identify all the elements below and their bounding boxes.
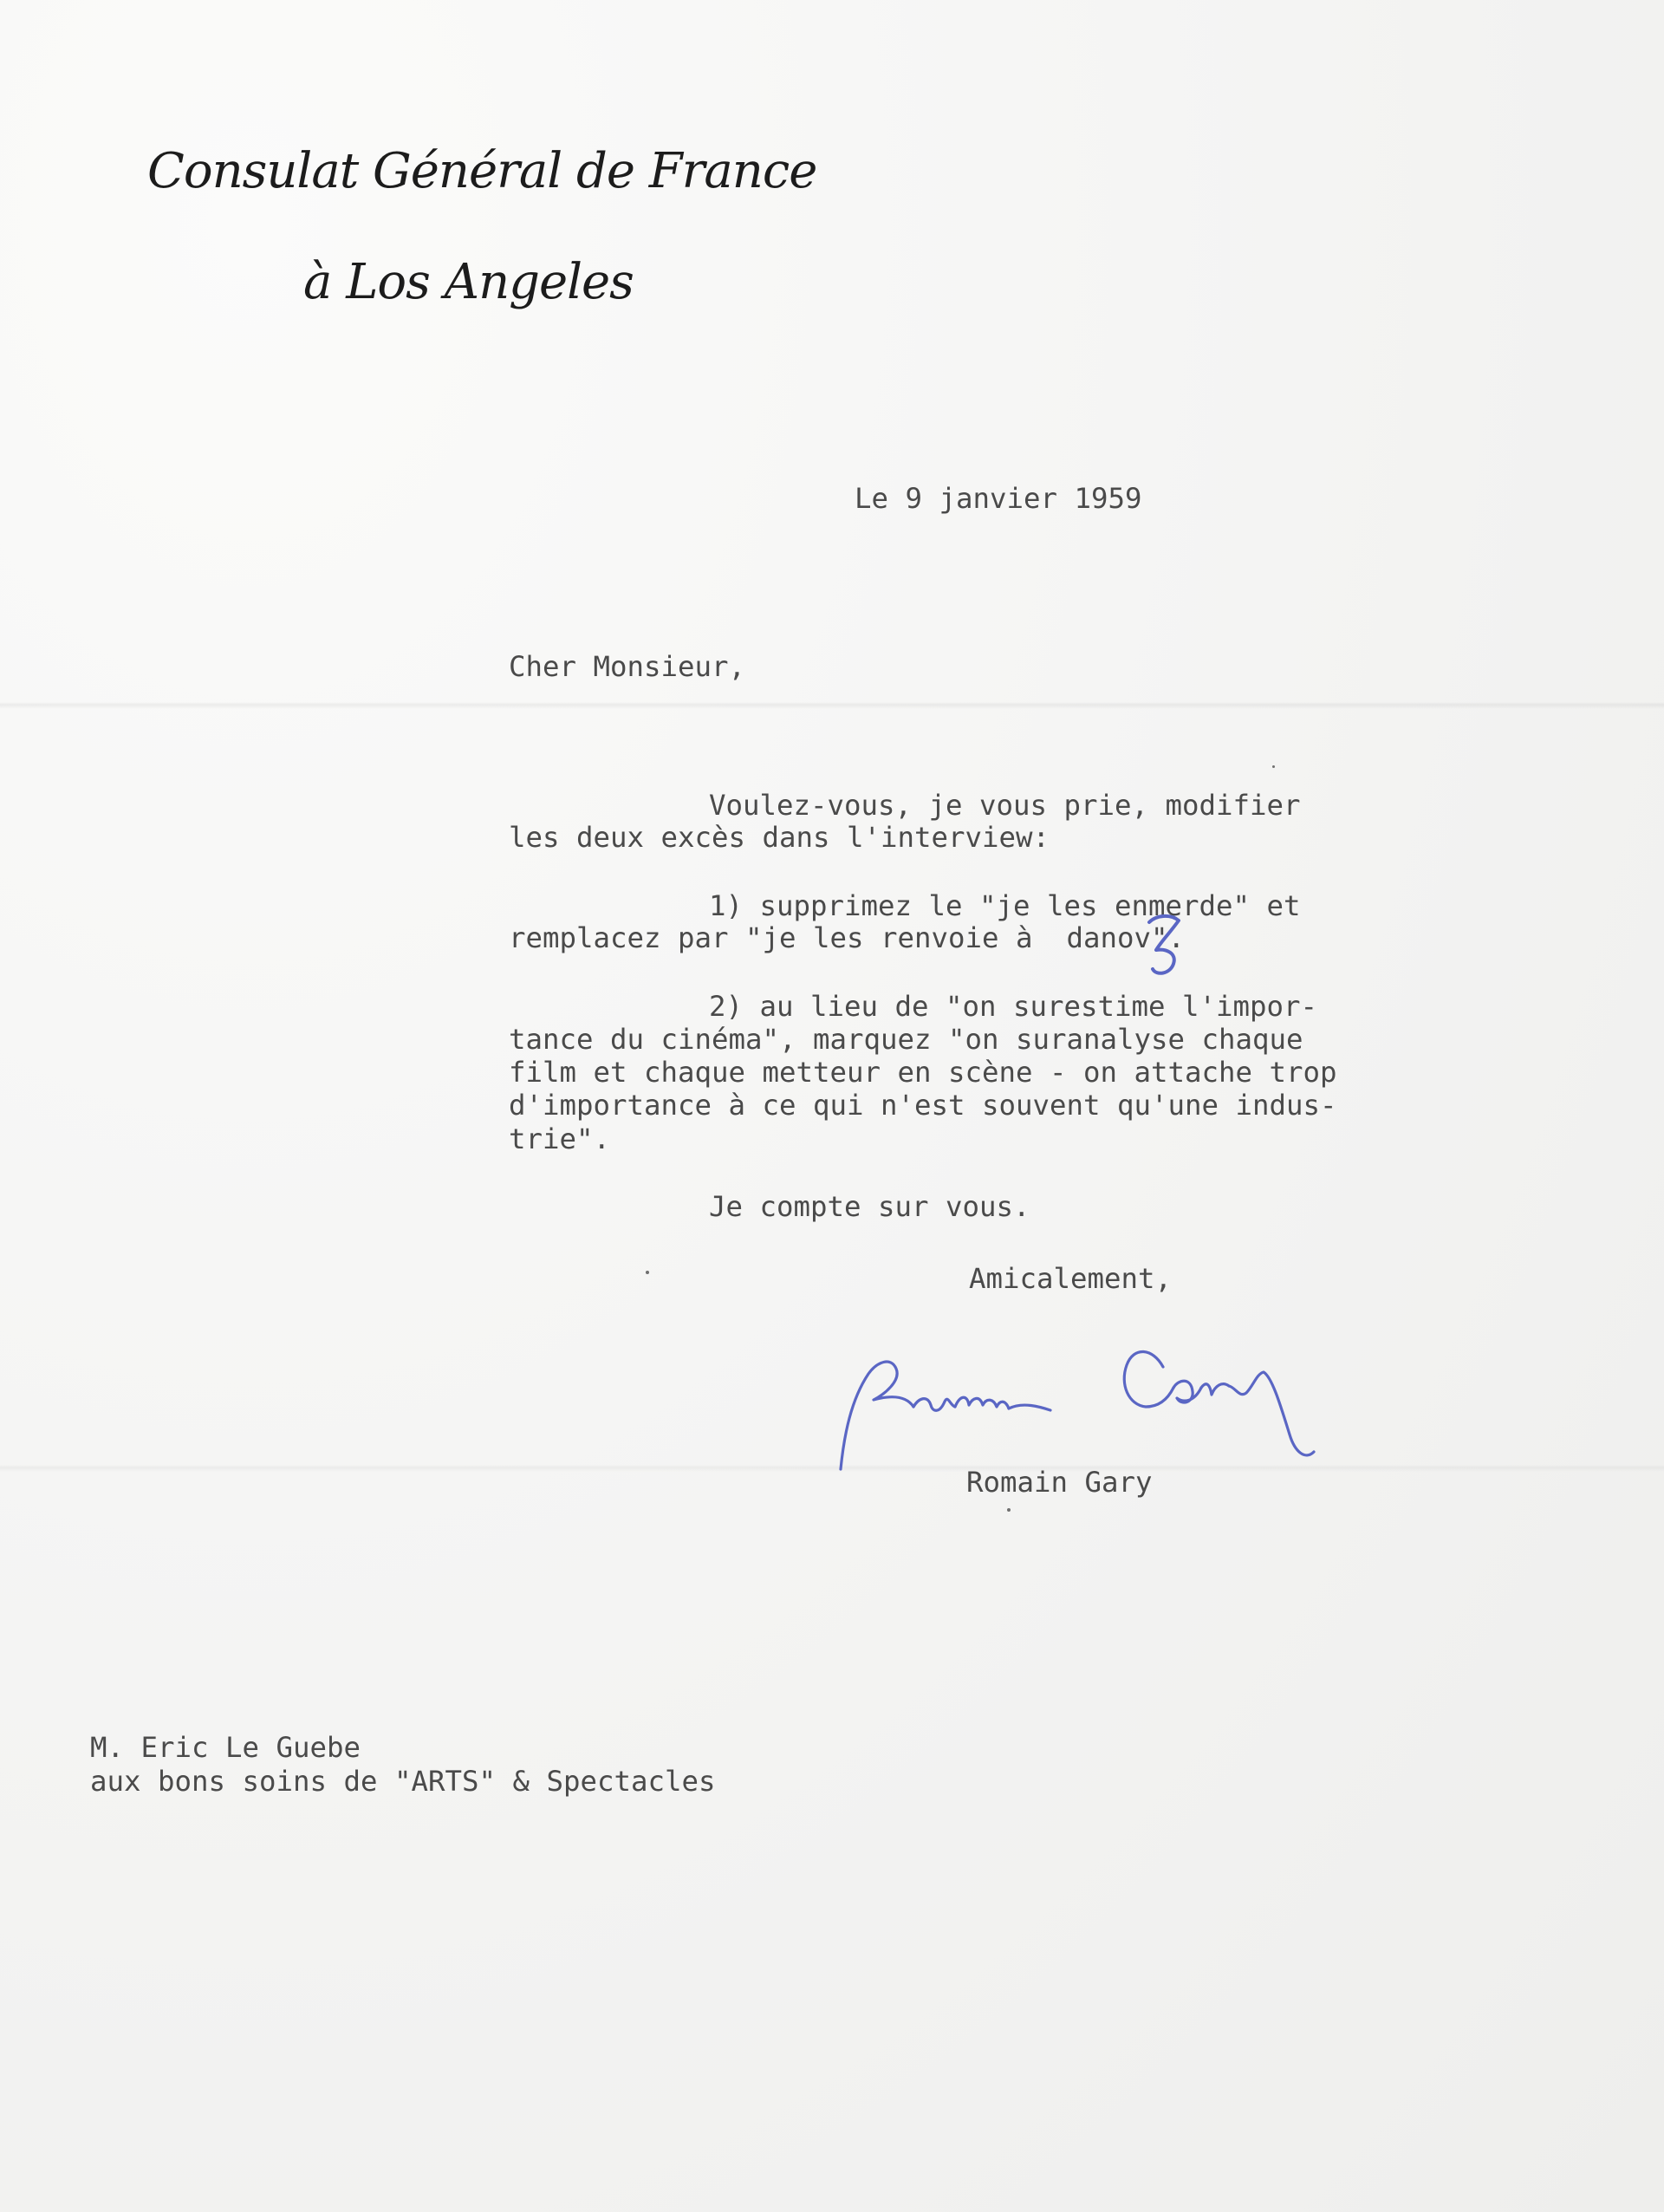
body-item2-line2: tance du cinéma", marquez "on suranalyse chaque [509,1023,1303,1056]
recipient-name: M. Eric Le Guebe [90,1731,361,1764]
body-item2-line1: 2) au lieu de "on surestime l'impor- [709,990,1318,1023]
body-item2-line4: d'importance à ce qui n'est souvent qu'une indus- [509,1089,1337,1122]
recipient-care-of: aux bons soins de "ARTS" & Spectacles [90,1765,716,1798]
letterhead-consulate: Consulat Général de France [147,143,817,199]
paper-speck [1272,765,1275,768]
paper-speck [646,1271,649,1274]
body-item1-line1: 1) supprimez le "je les enmerde" et [709,889,1301,922]
body-item2-line5: trie". [509,1122,611,1155]
body-closing-line: Je compte sur vous. [709,1190,1030,1223]
body-para1-line2: les deux excès dans l'interview: [509,821,1050,854]
body-item2-line3: film et chaque metteur en scène - on attache trop [509,1056,1337,1089]
salutation: Cher Monsieur, [509,650,746,683]
body-item1-line2: remplacez par "je les renvoie à danov". [509,921,1186,954]
handwritten-z-correction [1144,912,1186,978]
letterhead-city: à Los Angeles [303,254,634,310]
paper-speck [1007,1508,1011,1512]
date-line: Le 9 janvier 1959 [855,482,1142,515]
handwritten-signature [823,1304,1378,1487]
body-para1-line1: Voulez-vous, je vous prie, modifier [709,789,1301,822]
valediction: Amicalement, [969,1262,1173,1295]
signatory-name: Romain Gary [966,1466,1153,1499]
